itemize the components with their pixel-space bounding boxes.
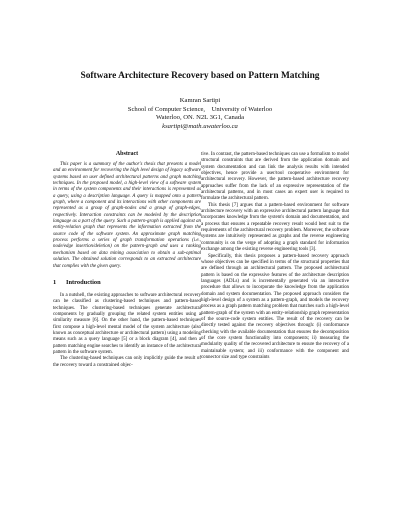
abstract-text: This paper is a summary of the author's thesis that presents a model and an environment for recovering the high level design of legacy software systems based on user defined architectural patterns and graph matching techniques. In the proposed model, a high-level view of a software system in terms of the system components and their interactions is represented as a query, using a description language. A query is mapped onto a pattern graph, where a component and its interactions with other components are represented as a group of graph-nodes and a group of graph-edges, respectively. Interaction constraints can be modeled by the description language as a part of the query. Such a pattern-graph is applied against an entity-relation graph that represents the information extracted from the source code of the software system. An approximate graph matching process performs a series of graph transformation operations (i.e., node/edge insertion/deletion) on the pattern-graph and uses a ranking mechanism based on data mining association to obtain a sub-optimal solution. The obtained solution corresponds to an extracted architecture that complies with the given query.: [53, 162, 201, 269]
author-name: Kamran Sartipi: [179, 97, 221, 104]
left-column: [53, 150, 201, 369]
abstract-heading: Abstract: [115, 151, 139, 157]
paper-title: Software Architecture Recovery based on Pattern Matching: [80, 71, 320, 81]
intro-paragraph-2: The clustering-based techniques can only implicitly guide the result of the recovery toward a constrained objec-: [53, 356, 201, 368]
body-paragraph-thesis: This thesis [7] argues that a pattern-based environment for software architecture recovery with an expressive architectural pattern language that incorporates knowledge from the system's domain and documentation, and a process that ensures a repeatable recovery result would best suit to the requirements of the architectural recovery problem. Moreover, the software systems are intuitively represented as graphs and the reverse engineering community is on the verge of adopting a graph standard for information exchange among the existing reverse engineering tools [3].: [201, 202, 349, 253]
section-heading: [53, 279, 201, 287]
intro-paragraph-1: In a nutshell, the existing approaches to software architectural recovery can be classified as clustering-based techniques and pattern-based techniques. The clustering-based techniques generate architectural components by gradually grouping the related system entities using a similarity measure [6]. On the other hand, the pattern-based techniques first compose a high-level mental model of the system architecture (also known as conceptual architecture or architectural pattern) using a modeling means such as a query language [5] or a block diagram [4], and then a pattern matching engine searches to identify an instance of the architectural pattern in the software system.: [53, 292, 201, 355]
author-affiliation: School of Computer Science, University of Waterloo: [127, 105, 273, 113]
section-number: 1: [53, 278, 57, 286]
author-email: ksartipi@math.uwaterloo.ca: [162, 122, 238, 130]
body-paragraph-approach: Specifically, this thesis proposes a pattern-based recovery approach whose objectives can be specified in terms of the structural properties that are defined through an architectural pattern. The proposed architectural pattern is based on the expressive features of the architecture description languages (ADLs) and is incrementally generated via an interactive procedure that allows to incorporate the knowledge from the application domain and system documentation. The proposed approach considers the high-level design of a system as a pattern-graph, and models the recovery process as a graph pattern matching problem that matches such a high-level pattern-graph of the system with an entity-relationship graph representation of the source-code system entities. The result of the recovery can be directly tested against the recovery objectives through: (i) conformance checking with the available documentation that ensures the decomposition of the core system functionality into components; ii) measuring the modularity quality of the recovered architecture to ensure the recovery of a maintainable system; and iii) conformance with the component and connector size and type constraints: [201, 253, 349, 360]
author-address: Waterloo, ON. N2L 3G1, Canada: [155, 114, 245, 122]
section-title: Introduction: [66, 278, 101, 286]
body-paragraph-continued: tive. In contrast, the pattern-based techniques can use a formalism to model structural constraints that are derived from the application domain and system documentation and can link the analysis results with intended objectives, hence provide a user/tool cooperative environment for architectural recovery. However, the pattern-based architecture recovery approaches suffer from the lack of an expressive representation of the architectural patterns, and in most cases an expert user is required to formulate the architectural pattern.: [201, 152, 349, 202]
right-column: [201, 152, 349, 361]
author-block: [0, 97, 400, 131]
